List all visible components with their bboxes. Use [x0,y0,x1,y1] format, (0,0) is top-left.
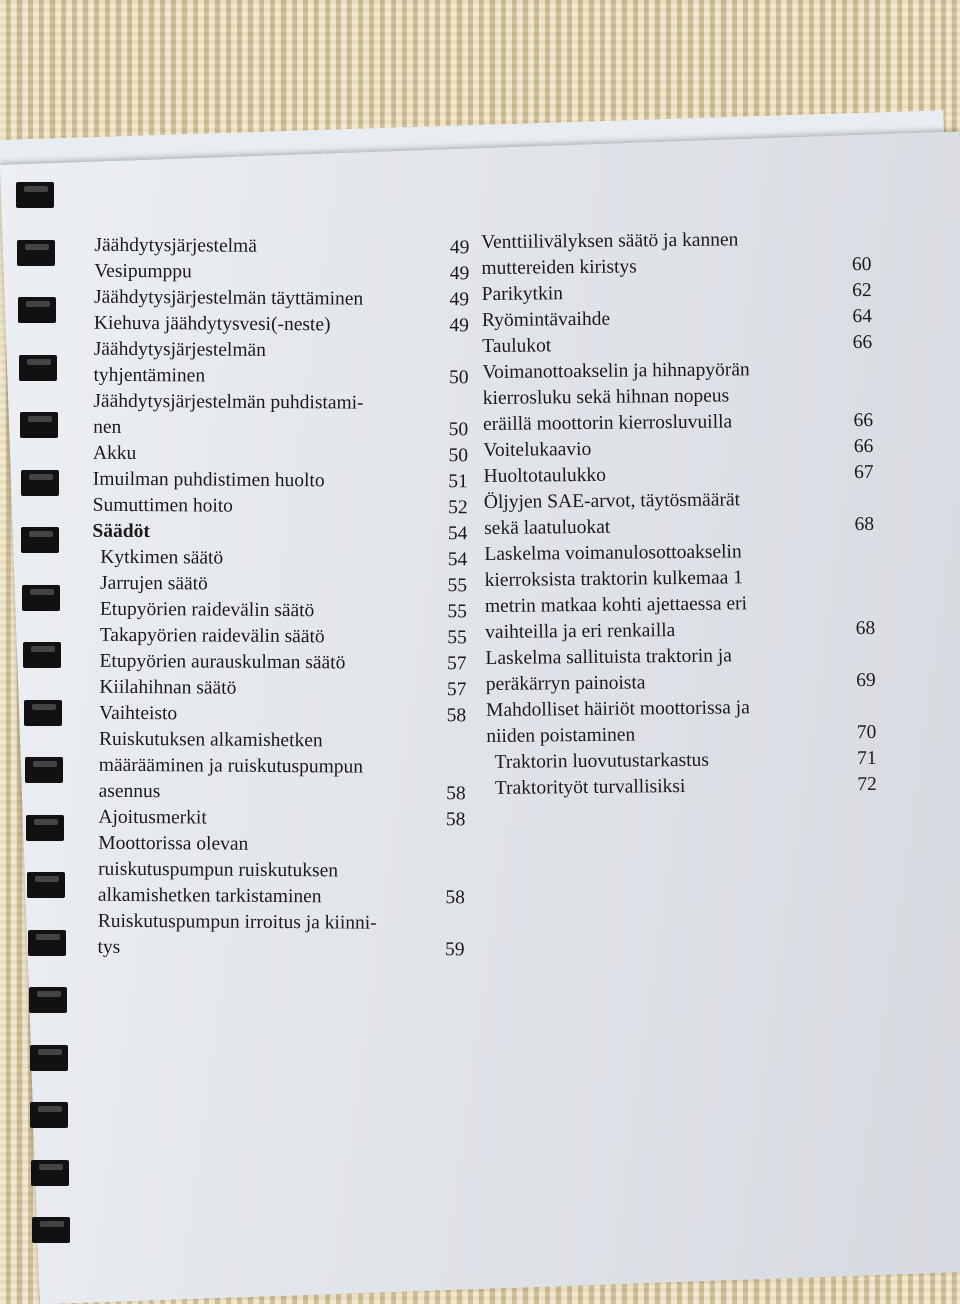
toc-entry-line: Ruiskutuksen alkamishetken [98,728,323,752]
toc-page-number: 55 [447,601,467,623]
toc-entry-title [94,311,441,339]
toc-entry-title [482,304,844,334]
toc-page-number: 55 [447,627,467,649]
toc-entry-line: kierroksista traktorin kulkemaa 1 [484,567,744,592]
toc-entry-line: Jäähdytysjärjestelmän [93,338,267,361]
toc-entry-line: Moottorissa olevan [98,832,249,855]
toc-page-number: 62 [852,279,872,302]
toc-entry-title [482,278,844,308]
toc-entry-line: Jäähdytysjärjestelmä [94,234,257,257]
toc-entry [93,467,468,496]
toc-page-number: 54 [447,523,468,545]
toc-entry-line: Kiehuva jäähdytysvesi(-neste) [93,312,331,336]
toc-entry [91,649,466,678]
toc-entry-line: Venttiilivälyksen säätö ja kannen [481,229,739,254]
toc-entry-line: Etupyörien raidevälin säätö [99,598,315,622]
toc-entry-line: Etupyörien aurauskulman säätö [99,650,346,674]
toc-entry [94,311,469,340]
toc-entry-line: Vaihteisto [99,702,178,725]
toc-entry-line: asennus [98,780,161,803]
toc-entry [94,259,469,288]
toc-page-number: 69 [856,669,876,692]
toc-entry-title [486,694,849,750]
toc-entry-line: Voitelukaavio [483,438,592,462]
toc-entry-line: sekä laatuluokat [484,516,611,540]
toc-entry-line: Ruiskutuspumpun irroitus ja kiinni- [97,910,377,934]
toc-entry-line: Taulukot [482,335,552,358]
binding-hole [28,930,66,956]
binding-hole [31,1160,69,1186]
toc-entry-title [483,460,845,490]
toc-entry-line: Traktorin luovutustarkastus [494,749,710,773]
toc-left-column [89,233,469,964]
toc-entry [92,545,467,574]
toc-entry-title [91,675,438,703]
toc-page-number: 58 [445,809,466,831]
toc-entry [93,441,468,470]
toc-entry-line: Parikytkin [481,283,564,306]
toc-page-number: 68 [855,617,876,640]
toc-entry-line: muttereiden kiristys [481,256,637,280]
toc-entry-line: Laskelma voimanulosottoakselin [484,541,742,566]
toc-entry-title [92,623,439,651]
toc-page-number: 64 [852,305,873,328]
toc-page-number: 66 [853,409,874,432]
toc-page-number: 49 [449,315,469,337]
toc-entry-title [482,356,845,438]
toc-entry-title [92,545,439,573]
toc-entry [94,233,469,262]
toc-entry-title [481,226,844,282]
binding-hole [16,182,54,208]
toc-entry-line: kierrosluku sekä hihnan nopeus [482,385,730,410]
toc-entry [482,356,873,438]
binding-hole [19,355,57,381]
toc-page-number: 59 [444,939,465,961]
toc-page-number: 58 [446,705,467,727]
toc-entry [89,909,464,964]
toc-entry [482,304,872,334]
toc-entry [487,772,877,802]
toc-entry-line: Imuilman puhdistimen huolto [92,468,325,492]
toc-page-number: 60 [851,253,872,276]
toc-entry [92,623,467,652]
toc-entry [484,486,875,542]
toc-entry-line: Säädöt [92,520,150,543]
toc-entry-line: niiden poistaminen [486,724,636,748]
toc-page-number: 57 [446,679,467,701]
toc-entry-line: Akku [92,442,137,464]
toc-page-number: 68 [854,513,875,536]
toc-entry-title [94,259,441,287]
toc-entry-title [93,467,440,495]
binding-hole [32,1217,70,1243]
toc-entry-line: Ryömintävaihde [481,308,611,332]
toc-page-number: 66 [853,435,874,458]
toc-right-column [481,226,877,802]
toc-page-number: 70 [856,721,877,744]
toc-entry-line: eräillä moottorin kierrosluvuilla [482,411,733,436]
toc-entry-title [94,285,441,313]
toc-page-number: 57 [446,653,467,675]
toc-entry-title [93,337,440,391]
toc-entry-line: Takapyörien raidevälin säätö [99,624,325,648]
toc-entry-title [92,571,439,599]
toc-entry-title [482,330,844,360]
toc-entry-line: peräkärryn painoista [485,672,646,696]
toc-entry [484,538,875,646]
toc-entry [92,597,467,626]
toc-page-number: 49 [449,289,470,311]
toc-entry-line: Jarrujen säätö [100,572,208,595]
toc-entry-title [93,441,440,469]
toc-page-number: 54 [447,549,468,571]
toc-entry-line: Sumuttimen hoito [92,494,234,517]
toc-entry [90,831,466,912]
binding-hole [21,527,59,553]
toc-entry-title [89,909,436,963]
toc-entry-title [484,538,847,646]
binding-hole [20,412,58,438]
toc-entry-title [91,649,438,677]
toc-entry-title [93,389,440,443]
toc-entry [91,675,466,704]
binding-hole [18,297,56,323]
toc-entry-line: ruiskutuspumpun ruiskutuksen [98,858,339,882]
binding-hole [22,585,60,611]
binding-hole [29,987,67,1013]
toc-page-number: 52 [448,497,468,519]
toc-page-number: 50 [448,367,469,389]
binding-hole [26,815,64,841]
toc-entry-title [486,746,848,776]
toc-page-number: 51 [448,471,468,493]
toc-entry-title [93,493,440,521]
toc-entry-line: määrääminen ja ruiskutuspumpun [98,754,364,778]
toc-page-number: 66 [852,331,873,354]
binding-hole [30,1045,68,1071]
toc-page-number: 72 [857,773,877,796]
toc-entry-line: tys [97,936,121,958]
toc-entry [483,434,873,464]
toc-entry [481,226,872,282]
toc-page-number: 71 [856,747,877,770]
toc-entry-line: nen [93,416,122,438]
binding-hole [17,240,55,266]
toc-entry-line: Kiilahihnan säätö [99,676,237,699]
toc-page-number: 58 [446,783,466,805]
binding-hole [24,700,62,726]
toc-entry [482,330,872,360]
toc-entry-line: Jäähdytysjärjestelmän täyttäminen [94,286,364,310]
toc-entry-line: vaihteilla ja eri renkailla [485,620,676,644]
toc-entry-title [92,597,439,625]
toc-entry-line: Kytkimen säätö [100,546,224,569]
toc-entry-line: Ajoitusmerkit [98,806,207,829]
toc-entry-title [94,233,441,261]
toc-entry-line: Mahdolliset häiriöt moottorissa ja [485,697,750,722]
toc-entry-title [484,486,847,542]
toc-page-number: 58 [445,887,465,909]
toc-entry-title [91,701,438,729]
binding-hole [30,1102,68,1128]
toc-entry-title [483,434,845,464]
toc-page-number: 49 [449,263,470,285]
toc-entry-title [90,831,438,911]
toc-entry [93,337,468,392]
toc-entry-line: Jäähdytysjärjestelmän puhdistami- [93,390,364,414]
toc-page-number: 50 [448,419,469,441]
toc-entry [90,805,465,834]
toc-entry-title [90,805,437,833]
toc-entry-line: Vesipumppu [94,260,192,283]
toc-entry [483,460,873,490]
toc-entry-line: Traktorityöt turvallisiksi [494,775,686,799]
toc-entry-title [485,642,848,698]
binding-hole [27,872,65,898]
toc-entry-line: metrin matkaa kohti ajettaessa eri [484,593,748,618]
toc-entry-line: Huoltotaulukko [483,464,607,488]
toc-entry [486,694,877,750]
toc-entry [91,701,466,730]
toc-page-number: 67 [853,461,874,484]
toc-entry [91,727,467,808]
toc-entry [92,571,467,600]
toc-entry [485,642,876,698]
toc-entry [486,746,876,776]
toc-entry-line: Öljyjen SAE-arvot, täytösmäärät [483,489,741,514]
toc-entry [482,278,872,308]
toc-page-number: 49 [449,237,470,259]
toc-entry [94,285,469,314]
toc-entry [92,519,467,548]
toc-entry-line: alkamishetken tarkistaminen [97,884,322,908]
toc-entry-line: Laskelma sallituista traktorin ja [485,645,732,670]
binding-hole [21,470,59,496]
toc-page-number: 50 [448,445,469,467]
toc-entry-title [92,519,439,547]
toc-entry-line: tyhjentäminen [93,364,206,387]
toc-entry [93,493,468,522]
toc-entry-title [487,772,849,802]
toc-entry-line: Voimanottoakselin ja hihnapyörän [482,359,750,384]
toc-page-number: 55 [447,575,468,597]
binding-hole [23,642,61,668]
toc-entry [93,389,468,444]
binding-hole [25,757,63,783]
toc-entry-title [91,727,439,807]
